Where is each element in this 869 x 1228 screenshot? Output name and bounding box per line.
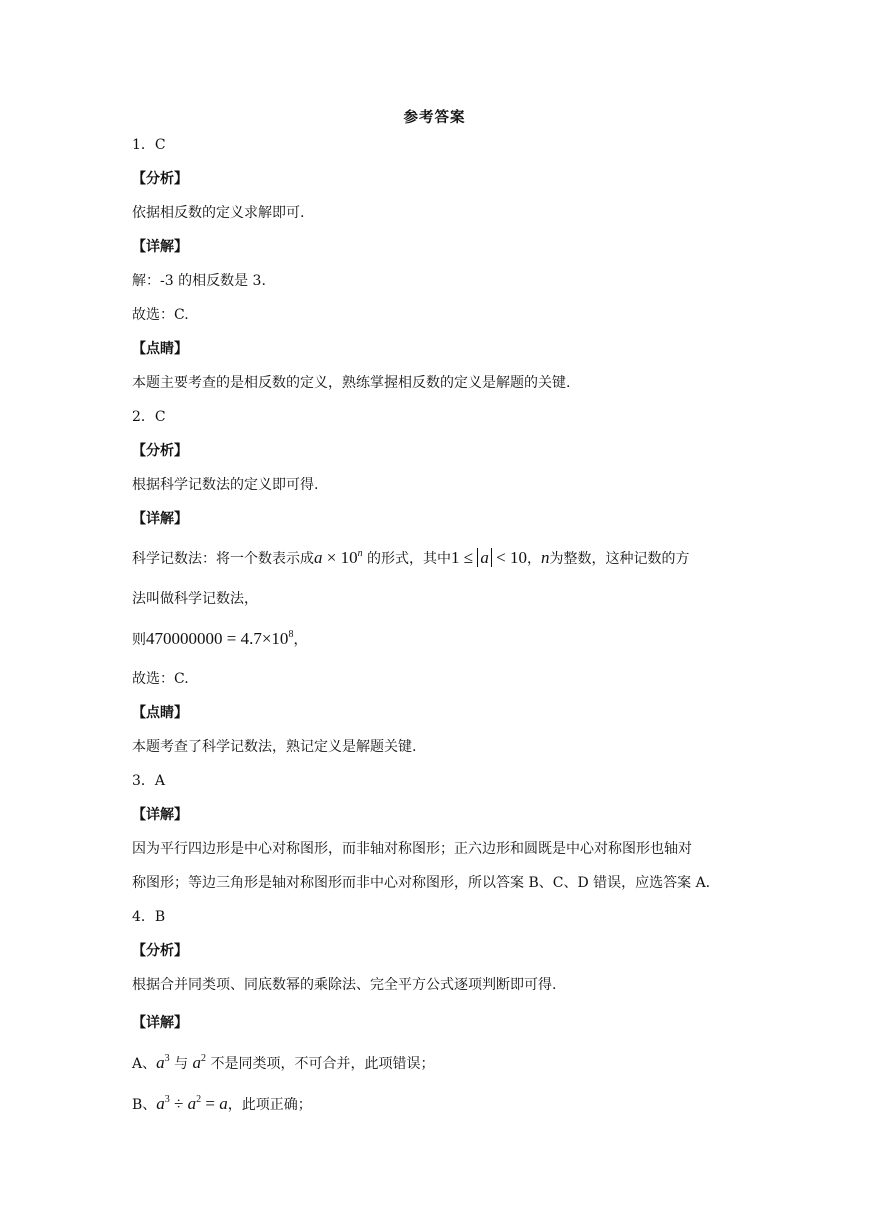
- option-b-formula: [156, 1094, 227, 1113]
- q2-equation-end: ，: [293, 632, 308, 648]
- q2-equation: 470000000 = 4.7×10: [146, 629, 289, 648]
- q3-detail-line2: 称图形；等边三角形是轴对称图形而非中心对称图形，所以答案 B、C、D 错误，应选答案 A.: [132, 875, 711, 891]
- formula-times-ten: × 10: [322, 548, 358, 567]
- q1-analysis-text: 依据相反数的定义求解即可.: [132, 205, 305, 221]
- q1-choose: 故选：C.: [132, 307, 189, 323]
- q1-number: 1．C: [132, 137, 166, 153]
- optB-div: ÷: [169, 1094, 188, 1113]
- q2-choose: 故选：C.: [132, 671, 189, 687]
- q2-comment-tag: 【点睛】: [132, 705, 188, 721]
- optA-base1: a: [156, 1053, 165, 1072]
- q1-comment-text: 本题主要考查的是相反数的定义，熟练掌握相反数的定义是解题的关键.: [132, 375, 571, 391]
- n-variable: n: [540, 548, 550, 567]
- q3-number: 3．A: [132, 773, 166, 789]
- optB-exp2: 2: [196, 1094, 202, 1105]
- q2-detail-sep: ，: [526, 551, 541, 567]
- formula-n-exponent: n: [357, 548, 363, 559]
- option-a-formula: [156, 1053, 170, 1072]
- optA-exp1: 3: [164, 1053, 170, 1064]
- formula-a: a: [314, 548, 323, 567]
- q3-detail-line1: 因为平行四边形是中心对称图形，而非轴对称图形；正六边形和圆既是中心对称图形也轴对: [132, 841, 692, 857]
- optA-base2: a: [192, 1053, 202, 1072]
- q2-detail-prefix: 科学记数法：将一个数表示成: [132, 551, 314, 567]
- optB-text: ，此项正确；: [227, 1097, 312, 1113]
- q1-comment-tag: 【点睛】: [132, 341, 188, 357]
- q2-equation-line: [132, 629, 752, 650]
- q2-analysis-tag: 【分析】: [132, 443, 188, 459]
- q2-detail-mid: 的形式，其中: [362, 551, 452, 567]
- optB-exp1: 3: [164, 1094, 170, 1105]
- q1-detail-tag: 【详解】: [132, 239, 188, 255]
- q3-detail-tag: 【详解】: [132, 807, 188, 823]
- q2-detail-line2: 法叫做科学记数法，: [132, 591, 258, 607]
- optA-exp2: 2: [201, 1053, 207, 1064]
- q4-option-b: [132, 1094, 752, 1115]
- inequality-right: < 10: [491, 548, 527, 567]
- q4-analysis-tag: 【分析】: [132, 943, 188, 959]
- q2-detail-line1: [132, 548, 752, 569]
- q2-exponent: 8: [288, 629, 294, 640]
- option-a-formula2: [193, 1053, 207, 1072]
- q1-detail-text: 解：-3 的相反数是 3.: [132, 273, 266, 289]
- sci-notation-formula: [314, 548, 363, 567]
- q2-analysis-text: 根据科学记数法的定义即可得.: [132, 477, 319, 493]
- q2-detail-suffix: 为整数，这种记数的方: [549, 551, 690, 567]
- q4-detail-tag: 【详解】: [132, 1015, 188, 1031]
- page-title: 参考答案: [403, 110, 466, 126]
- optB-base1: a: [156, 1094, 165, 1113]
- inequality-left: 1 ≤: [451, 548, 478, 567]
- optA-text: 不是同类项，不可合并，此项错误；: [206, 1056, 435, 1072]
- optA-and: 与: [169, 1056, 193, 1072]
- optB-result: a: [219, 1094, 228, 1113]
- optB-eq: =: [201, 1094, 220, 1113]
- option-b-label: B、: [132, 1097, 157, 1113]
- inequality-formula: [451, 548, 527, 567]
- q2-detail-tag: 【详解】: [132, 511, 188, 527]
- q1-analysis-tag: 【分析】: [132, 171, 188, 187]
- q4-option-a: [132, 1053, 752, 1074]
- optB-base2: a: [187, 1094, 197, 1113]
- option-a-label: A、: [132, 1056, 157, 1072]
- q2-comment-text: 本题考查了科学记数法，熟记定义是解题关键.: [132, 739, 417, 755]
- q4-analysis-text: 根据合并同类项、同底数幂的乘除法、完全平方公式逐项判断即可得.: [132, 977, 557, 993]
- abs-a: a: [477, 548, 492, 567]
- q2-number: 2．C: [132, 409, 166, 425]
- q2-then: 则: [132, 632, 146, 648]
- q4-number: 4．B: [132, 909, 166, 925]
